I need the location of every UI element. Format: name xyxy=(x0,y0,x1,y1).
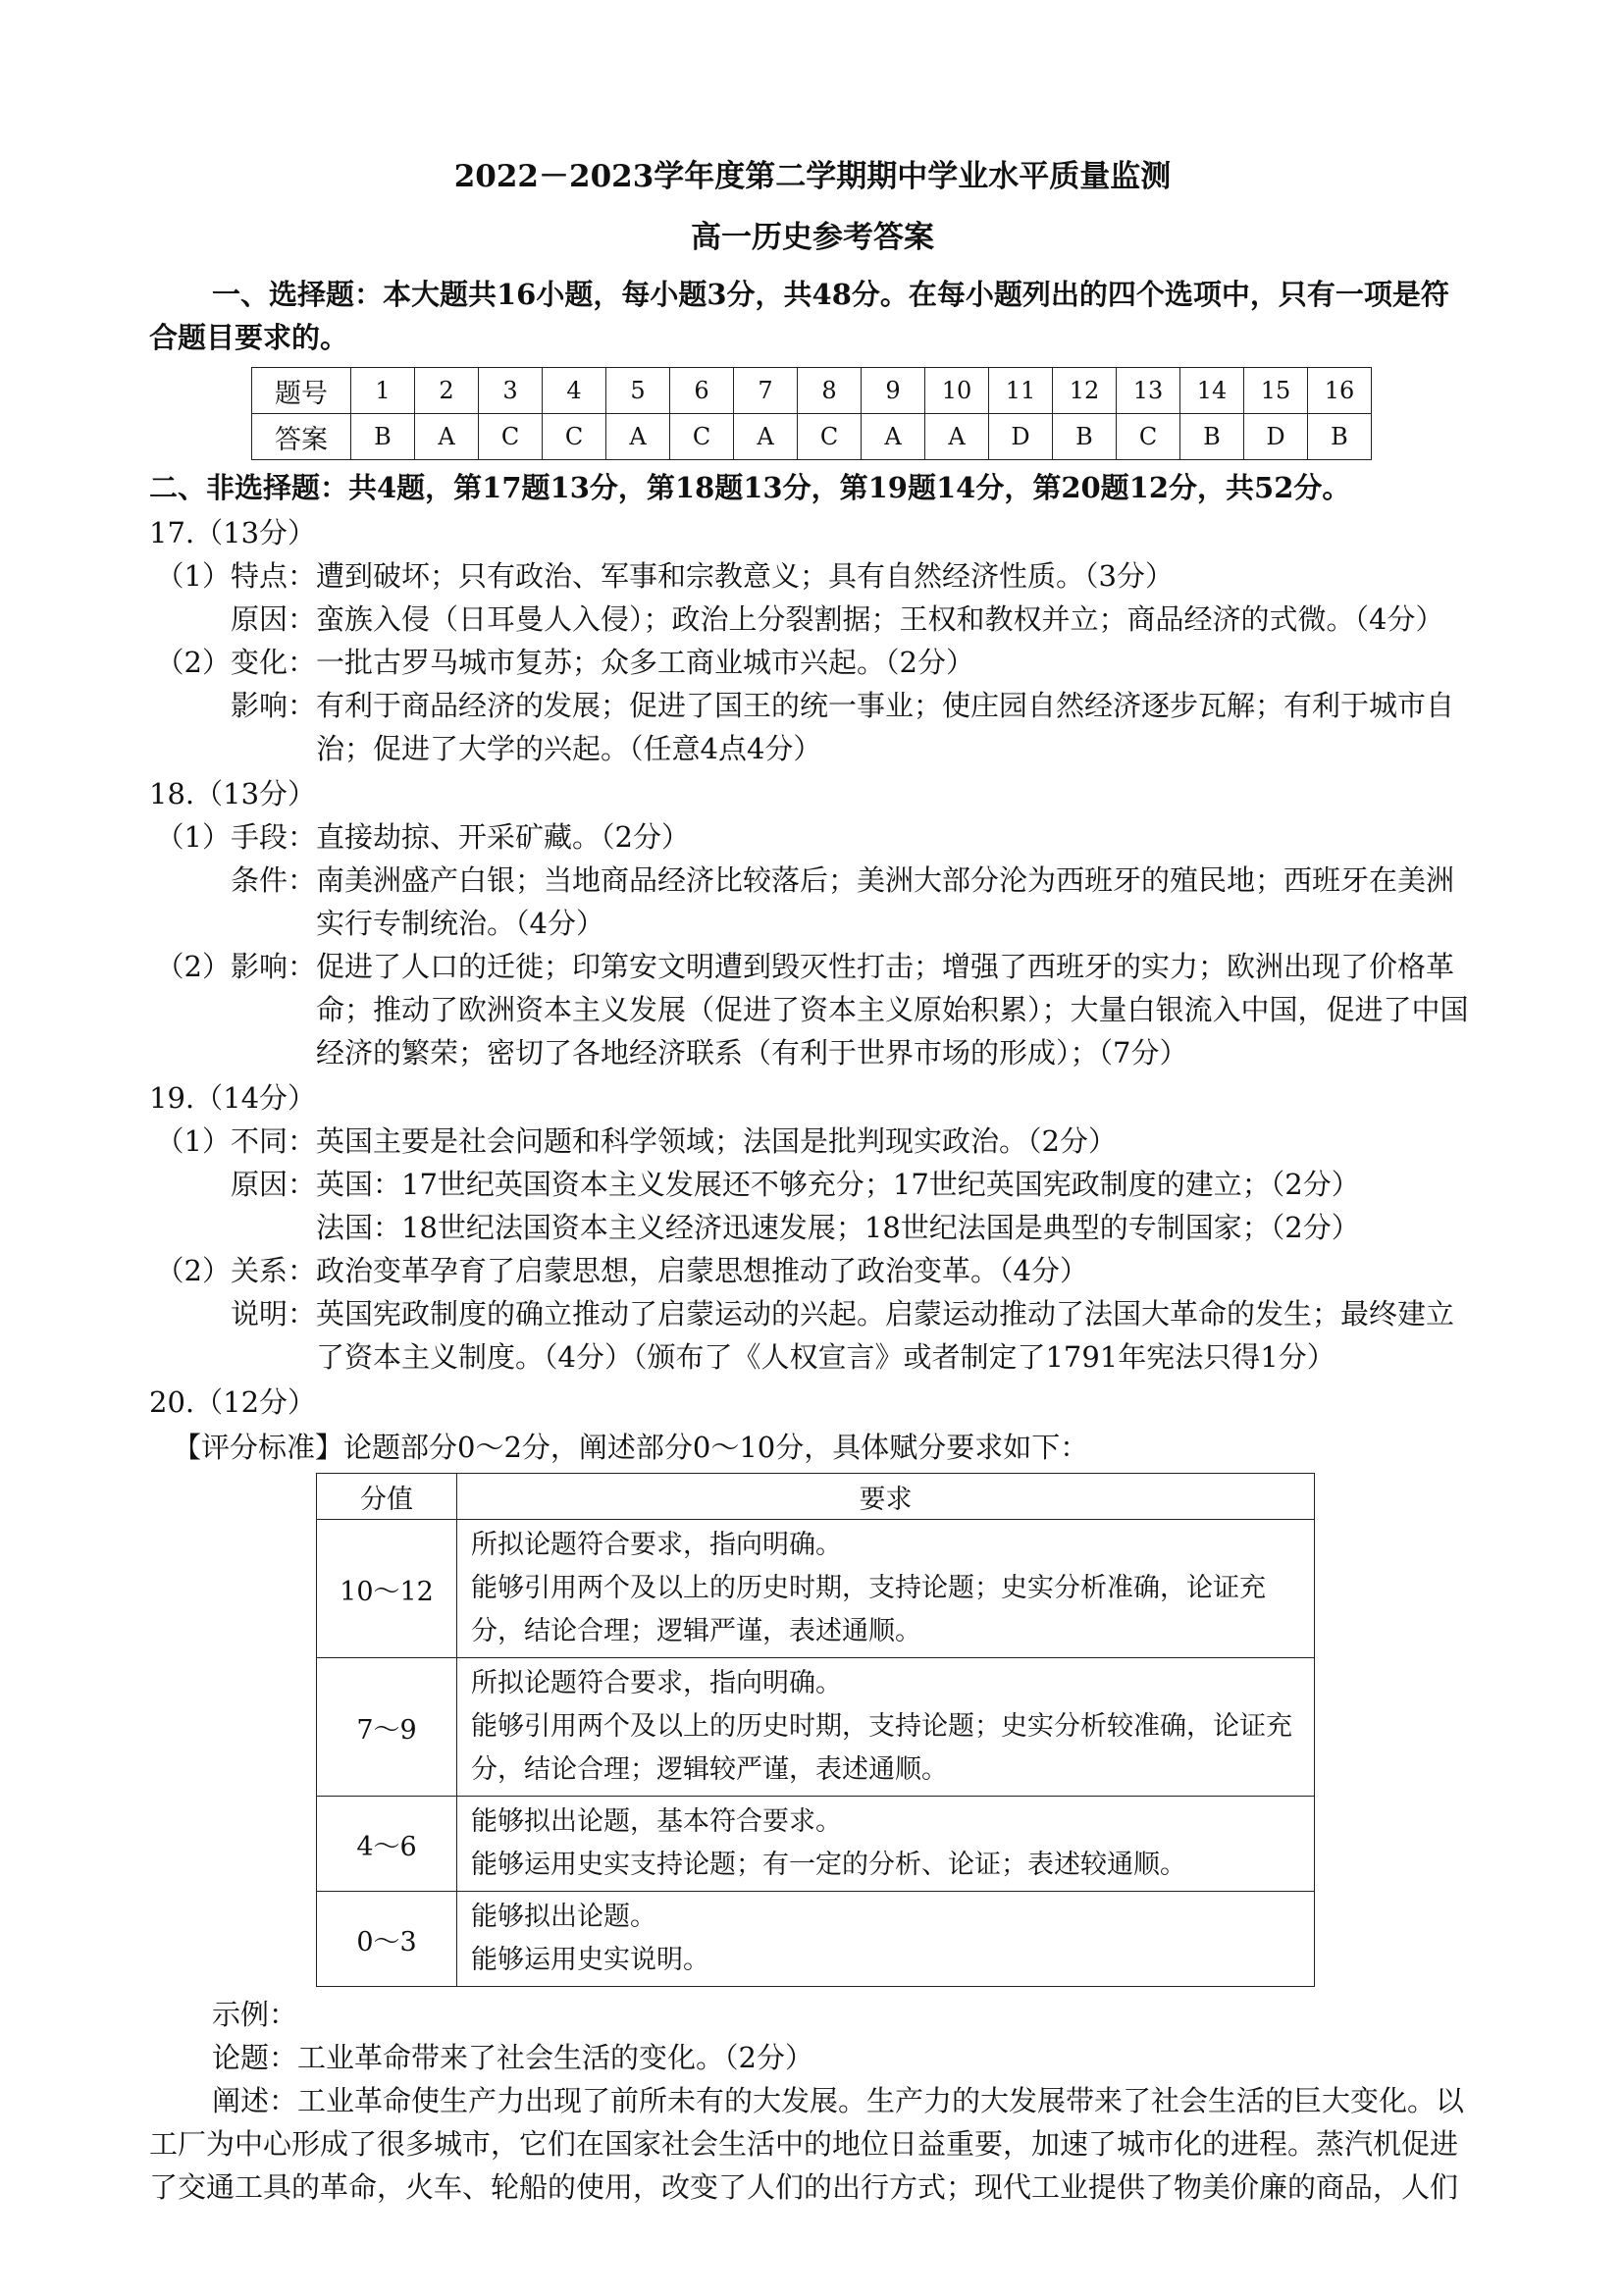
requirement-line: 能够引用两个及以上的历史时期，支持论题；史实分析准确，论证充分，结论合理；逻辑严谨，表述通顺。 xyxy=(471,1573,1266,1646)
q19-part1c-spacer xyxy=(149,1206,316,1249)
number-cell: 8 xyxy=(798,368,862,414)
q17-part1 xyxy=(149,554,1476,598)
q17-part2 xyxy=(149,641,1476,684)
requirement-cell xyxy=(457,1520,1315,1658)
q17-part2-text: 一批古罗马城市复苏；众多工商业城市兴起。（2分） xyxy=(316,646,974,679)
number-cell: 13 xyxy=(1117,368,1180,414)
requirement-line: 能够拟出论题，基本符合要求。 xyxy=(471,1806,842,1837)
q20-number: 20.（12分） xyxy=(149,1385,317,1419)
col-requirement-header: 要求 xyxy=(457,1474,1315,1520)
example-essay: 阐述：工业革命使生产力出现了前所未有的大发展。生产力的大发展带来了社会生活的巨大变化。以工厂为中心形成了很多城市，它们在国家社会生活中的地位日益重要，加速了城市化的进程。蒸汽机促进了交通工具的革命，火车、轮船的使用，改变了人们的出行方式；现代工业提供了物美价廉的商品，人们 xyxy=(149,2084,1465,2204)
number-cell: 12 xyxy=(1053,368,1117,414)
requirement-line: 能够运用史实支持论题；有一定的分析、论证；表述较通顺。 xyxy=(471,1850,1186,1880)
scoring-row xyxy=(317,1797,1315,1892)
q18-part1-text: 直接劫掠、开采矿藏。（2分） xyxy=(316,820,690,854)
q17-part1b-label: 原因： xyxy=(230,602,316,636)
q19-part1c-text: 法国：18世纪法国资本主义经济迅速发展；18世纪法国是典型的专制国家；（2分） xyxy=(316,1211,1360,1244)
section1-heading: 一、选择题：本大题共16小题，每小题3分，共48分。在每小题列出的四个选项中，只有一项是符合题目要求的。 xyxy=(149,278,1449,354)
requirement-cell xyxy=(457,1892,1315,1987)
q19-number: 19.（14分） xyxy=(149,1081,317,1115)
q18-part2-label: （2）影响： xyxy=(155,950,316,983)
requirement-cell xyxy=(457,1658,1315,1797)
example-thesis: 论题：工业革命带来了社会生活的变化。（2分） xyxy=(212,2041,813,2074)
q18-part1 xyxy=(149,815,1476,859)
q17-part2b xyxy=(149,684,1476,770)
answer-cell: C xyxy=(798,414,862,460)
number-cell: 14 xyxy=(1180,368,1244,414)
q19-part1-text: 英国主要是社会问题和科学领域；法国是批判现实政治。（2分） xyxy=(316,1124,1117,1158)
q18-part1b-text: 南美洲盛产白银；当地商品经济比较落后；美洲大部分沦为西班牙的殖民地；西班牙在美洲实行专制统治。（4分） xyxy=(316,863,1455,940)
number-cell: 10 xyxy=(925,368,989,414)
q18-part1b-label: 条件： xyxy=(230,863,316,897)
score-range: 7～9 xyxy=(317,1658,457,1797)
answer-cell: A xyxy=(415,414,479,460)
q17-part1b-text: 蛮族入侵（日耳曼人入侵）；政治上分裂割据；王权和教权并立；商品经济的式微。（4分） xyxy=(316,602,1444,636)
example-label: 示例： xyxy=(212,1998,298,2031)
q19-part1-label: （1）不同： xyxy=(155,1124,316,1158)
scoring-row xyxy=(317,1658,1315,1797)
answer-cell: A xyxy=(606,414,670,460)
number-cell: 6 xyxy=(670,368,734,414)
answer-cell: C xyxy=(479,414,543,460)
requirement-line: 所拟论题符合要求，指向明确。 xyxy=(471,1530,842,1560)
number-cell: 3 xyxy=(479,368,543,414)
col-score-header: 分值 xyxy=(317,1474,457,1520)
answer-cell: B xyxy=(1308,414,1372,460)
q17-number: 17.（13分） xyxy=(149,516,317,549)
q18-part1-label: （1）手段： xyxy=(155,820,316,854)
requirement-line: 能够引用两个及以上的历史时期，支持论题；史实分析较准确，论证充分，结论合理；逻辑较严谨，表述通顺。 xyxy=(471,1711,1292,1785)
answer-cell: B xyxy=(1053,414,1117,460)
answer-cell: A xyxy=(862,414,925,460)
q19-part1c xyxy=(149,1206,1476,1249)
q19-part2b-text: 英国宪政制度的确立推动了启蒙运动的兴起。启蒙运动推动了法国大革命的发生；最终建立了资本主义制度。（4分）（颁布了《人权宣言》或者制定了1791年宪法只得1分） xyxy=(316,1297,1455,1374)
answer-cell: C xyxy=(1117,414,1180,460)
page-subtitle: 高一历史参考答案 xyxy=(691,220,934,255)
q19-part2 xyxy=(149,1249,1476,1292)
q17-part1-text: 遭到破坏；只有政治、军事和宗教意义；具有自然经济性质。（3分） xyxy=(316,559,1174,593)
number-cell: 4 xyxy=(543,368,606,414)
requirement-line: 能够运用史实说明。 xyxy=(471,1945,709,1975)
q17-part2b-label: 影响： xyxy=(230,689,316,722)
q19-part2-text: 政治变革孕育了启蒙思想，启蒙思想推动了政治变革。（4分） xyxy=(316,1254,1088,1287)
answer-cell: D xyxy=(1244,414,1308,460)
q17-part1-label: （1）特点： xyxy=(155,559,316,593)
answer-cell: C xyxy=(543,414,606,460)
number-cell: 15 xyxy=(1244,368,1308,414)
number-cell: 11 xyxy=(989,368,1053,414)
requirement-line: 能够拟出论题。 xyxy=(471,1902,656,1932)
number-cell: 1 xyxy=(351,368,415,414)
number-cell: 7 xyxy=(734,368,798,414)
q18-part2-text: 促进了人口的迁徙；印第安文明遭到毁灭性打击；增强了西班牙的实力；欧洲出现了价格革命；推动了欧洲资本主义发展（促进了资本主义原始积累）；大量白银流入中国，促进了中国经济的繁荣；密切了各地经济联系（有利于世界市场的形成）；（7分） xyxy=(316,950,1469,1070)
number-cell: 16 xyxy=(1308,368,1372,414)
q19-part2b xyxy=(149,1292,1476,1379)
answer-cell: A xyxy=(734,414,798,460)
scoring-header-row xyxy=(317,1474,1315,1520)
q19-part1b-label: 原因： xyxy=(230,1168,316,1201)
answer-cell: B xyxy=(351,414,415,460)
section2-heading: 二、非选择题：共4题，第17题13分，第18题13分，第19题14分，第20题12分，共52分。 xyxy=(149,471,1351,504)
q17-part2-label: （2）变化： xyxy=(155,646,316,679)
q17-part1b xyxy=(149,598,1476,641)
q18-part2 xyxy=(149,945,1476,1074)
q19-part1 xyxy=(149,1120,1476,1163)
answer-row xyxy=(252,414,1372,460)
answer-cell: C xyxy=(670,414,734,460)
scoring-table xyxy=(316,1473,1315,1987)
number-cell: 2 xyxy=(415,368,479,414)
q19-part1b xyxy=(149,1163,1476,1206)
q18-part1b xyxy=(149,859,1476,945)
row-label-answer: 答案 xyxy=(252,414,351,460)
q19-part1b-text: 英国：17世纪英国资本主义发展还不够充分；17世纪英国宪政制度的建立；（2分） xyxy=(316,1168,1360,1201)
question-number-row xyxy=(252,368,1372,414)
q17-part2b-text: 有利于商品经济的发展；促进了国王的统一事业；使庄园自然经济逐步瓦解；有利于城市自治；促进了大学的兴起。（任意4点4分） xyxy=(316,689,1455,765)
number-cell: 5 xyxy=(606,368,670,414)
answer-cell: D xyxy=(989,414,1053,460)
answer-key-table xyxy=(251,367,1372,460)
scoring-row xyxy=(317,1520,1315,1658)
requirement-line: 所拟论题符合要求，指向明确。 xyxy=(471,1668,842,1698)
score-range: 0～3 xyxy=(317,1892,457,1987)
number-cell: 9 xyxy=(862,368,925,414)
q18-number: 18.（13分） xyxy=(149,777,317,810)
q19-part2-label: （2）关系： xyxy=(155,1254,316,1287)
scoring-row xyxy=(317,1892,1315,1987)
page-title: 2022－2023学年度第二学期期中学业水平质量监测 xyxy=(453,159,1172,194)
requirement-cell xyxy=(457,1797,1315,1892)
score-range: 10～12 xyxy=(317,1520,457,1658)
q19-part2b-label: 说明： xyxy=(230,1297,316,1331)
score-range: 4～6 xyxy=(317,1797,457,1892)
row-label-number: 题号 xyxy=(252,368,351,414)
q20-criteria: 【评分标准】论题部分0～2分，阐述部分0～10分，具体赋分要求如下： xyxy=(173,1431,1089,1464)
answer-cell: B xyxy=(1180,414,1244,460)
answer-cell: A xyxy=(925,414,989,460)
